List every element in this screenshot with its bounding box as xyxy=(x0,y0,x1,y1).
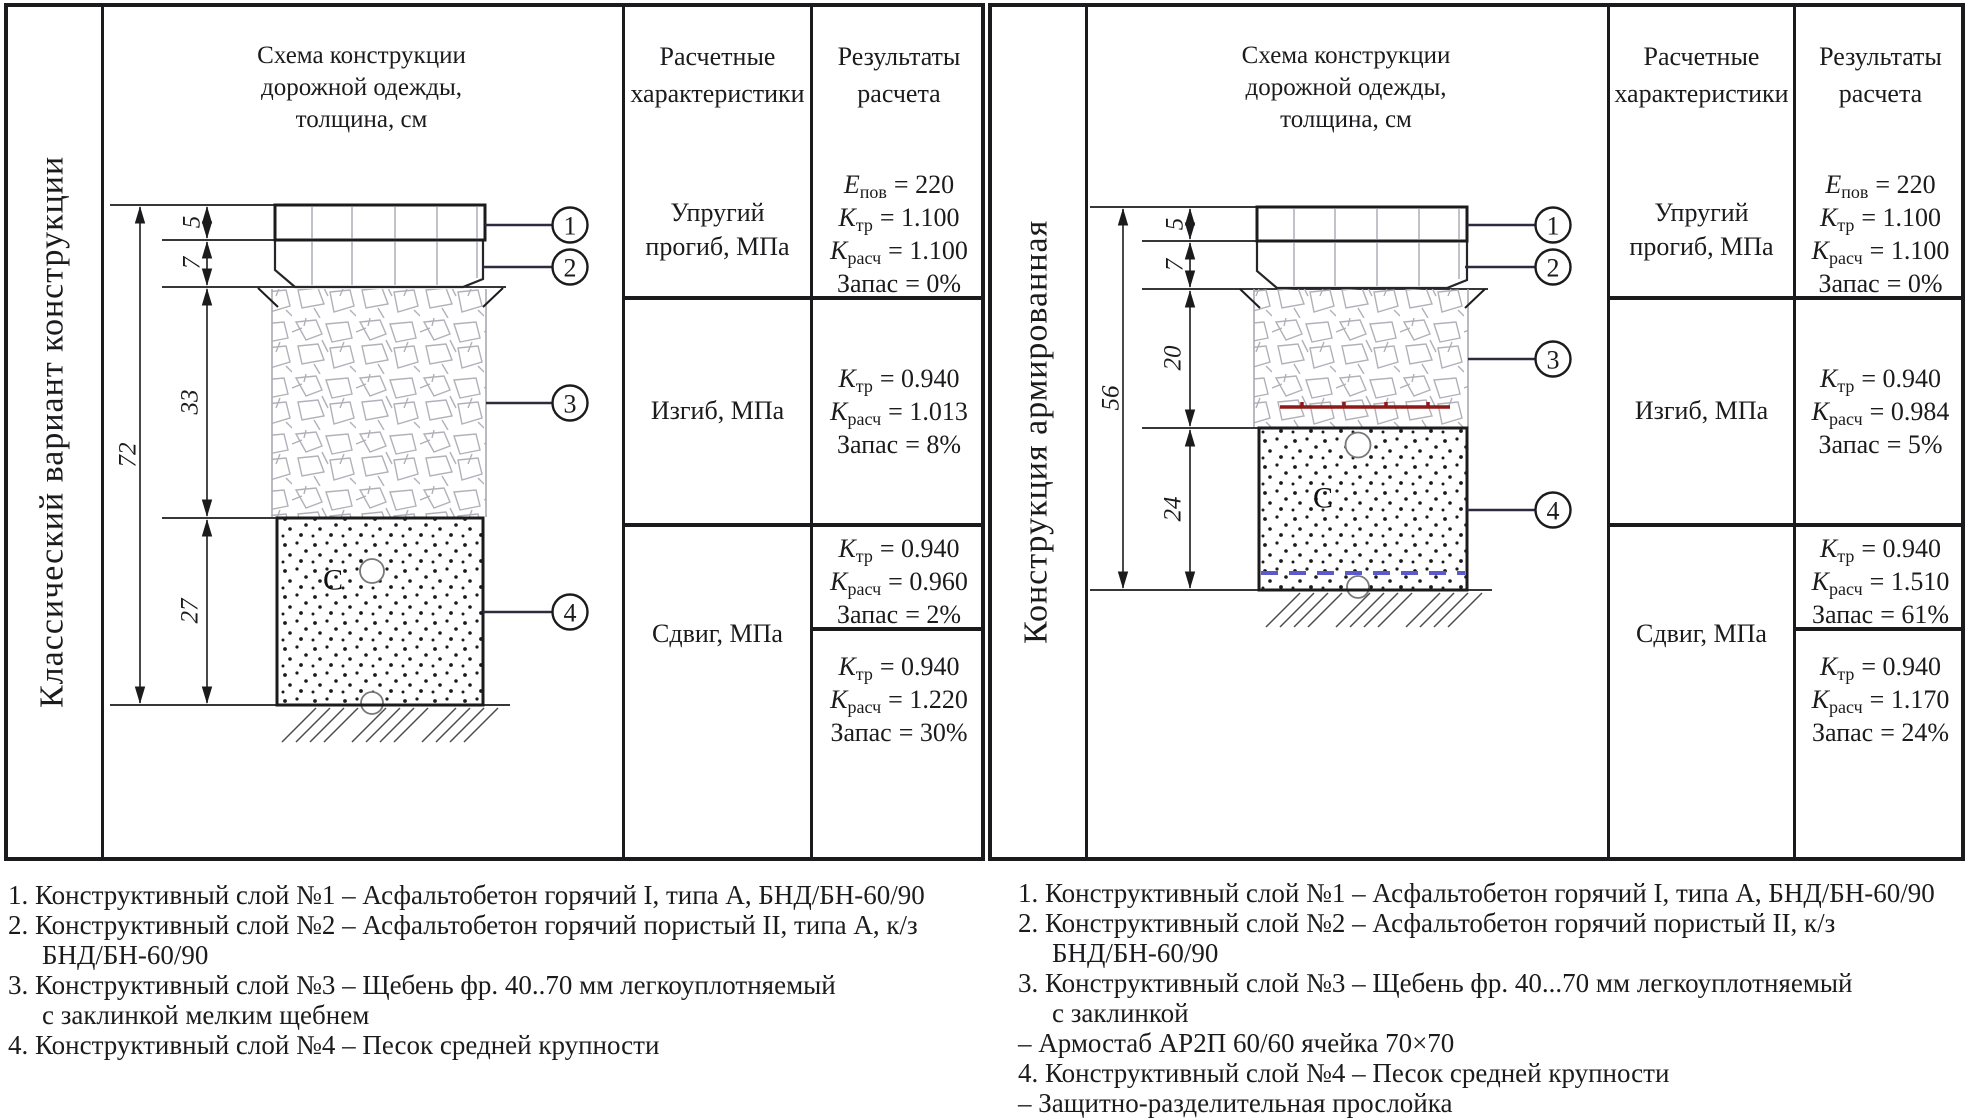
schema-header-line: дорожной одежды, xyxy=(260,74,462,101)
dimension-total-label: 72 xyxy=(114,442,142,468)
formula-value: = 61% xyxy=(1880,600,1950,629)
schema-column-header xyxy=(1085,40,1607,136)
formula-subscript: расч xyxy=(1829,409,1863,429)
label-line: прогиб, МПа xyxy=(1629,232,1774,261)
legend-line: 1. Конструктивный слой №1 – Асфальтобетон горячий I, типа А, БНД/БН-60/90 xyxy=(1018,878,1935,908)
formula-symbol: E xyxy=(1825,170,1842,199)
formula-subscript: тр xyxy=(855,546,873,566)
label-line: Сдвиг, МПа xyxy=(652,619,783,648)
formula-subscript: расч xyxy=(847,409,882,429)
formula-line xyxy=(813,716,985,749)
row-divider xyxy=(622,523,985,527)
formula-line xyxy=(813,267,985,300)
formula-symbol: K xyxy=(1811,236,1829,265)
row-divider xyxy=(1607,523,1965,527)
formula-symbol: K xyxy=(830,567,848,596)
callout-3 xyxy=(553,386,588,421)
formula-value: = 0.940 xyxy=(879,652,960,681)
formula-symbol: K xyxy=(1819,534,1838,563)
label-line: Упругий xyxy=(670,198,765,227)
legend-line: 2. Конструктивный слой №2 – Асфальтобетон горячий пористый II, типа А, к/з xyxy=(8,910,918,940)
schema-header-line: толщина, см xyxy=(1280,106,1412,133)
results-shear-b xyxy=(813,650,985,749)
characteristics-column-header xyxy=(1610,38,1793,112)
callout-leaders xyxy=(1465,225,1535,510)
formula-subscript: пов xyxy=(1841,182,1869,202)
formula-line xyxy=(1796,428,1965,461)
legend-line: 3. Конструктивный слой №3 – Щебень фр. 40..70 мм легкоуплотняемый xyxy=(8,970,836,1000)
formula-subscript: расч xyxy=(1829,248,1863,268)
label-line: Сдвиг, МПа xyxy=(1636,619,1767,648)
formula-line xyxy=(1796,716,1965,749)
formula-symbol: K xyxy=(1811,685,1829,714)
formula-symbol: K xyxy=(838,534,856,563)
formula-value: = 220 xyxy=(1875,170,1936,199)
formula-symbol: K xyxy=(830,236,848,265)
formula-value: = 1.170 xyxy=(1869,685,1950,714)
formula-symbol: K xyxy=(1811,397,1829,426)
formula-symbol: K xyxy=(838,652,856,681)
callout-2 xyxy=(553,250,588,285)
formula-line xyxy=(813,532,985,565)
formula-symbol: K xyxy=(830,685,848,714)
formula-line xyxy=(1796,598,1965,631)
formula-subscript: расч xyxy=(847,248,882,268)
dimension-label: 33 xyxy=(176,389,204,415)
formula-value: = 220 xyxy=(893,170,955,199)
header-line: расчета xyxy=(1838,79,1923,108)
formula-line xyxy=(813,395,985,428)
formula-symbol: Запас xyxy=(1818,269,1880,298)
formula-line xyxy=(1796,650,1965,683)
layer-1-asphalt xyxy=(1257,207,1467,241)
formula-value: = 1.220 xyxy=(888,685,968,714)
formula-symbol: Запас xyxy=(836,430,899,459)
schema-header-line: дорожной одежды, xyxy=(1245,74,1447,101)
formula-symbol: K xyxy=(1819,203,1838,232)
formula-line xyxy=(1796,532,1965,565)
formula-value: = 1.510 xyxy=(1869,567,1950,596)
formula-symbol: E xyxy=(843,170,860,199)
dimension-label: 24 xyxy=(1159,496,1187,522)
formula-subscript: тр xyxy=(855,376,873,396)
formula-subscript: расч xyxy=(1829,697,1863,717)
legend-line: БНД/БН-60/90 xyxy=(1052,938,1219,968)
schema-header-line: Схема конструкции xyxy=(1241,42,1451,69)
header-line: характеристики xyxy=(630,79,805,108)
formula-symbol: K xyxy=(830,397,848,426)
formula-line xyxy=(813,650,985,683)
formula-subscript: пов xyxy=(859,182,887,202)
label-line: прогиб, МПа xyxy=(645,232,790,261)
formula-line xyxy=(1796,683,1965,716)
schema-column-header xyxy=(101,40,622,136)
callout-number: 4 xyxy=(1546,496,1560,526)
formula-symbol: K xyxy=(1811,567,1829,596)
dimension-label: 7 xyxy=(178,256,206,270)
formula-value: = 1.100 xyxy=(879,203,960,232)
legend-line: – Защитно-разделительная прослойка xyxy=(1018,1088,1453,1118)
formula-subscript: тр xyxy=(1837,546,1855,566)
schema-header-line: толщина, см xyxy=(295,106,428,133)
schema-header-line: Схема конструкции xyxy=(257,42,466,69)
results-column-header xyxy=(1796,38,1965,112)
legend-line: 4. Конструктивный слой №4 – Песок средней крупности xyxy=(1018,1058,1670,1088)
formula-line xyxy=(813,201,985,234)
formula-value: = 0.984 xyxy=(1869,397,1950,426)
formula-line xyxy=(813,683,985,716)
panel-title-classic: Классический вариант конструкции xyxy=(33,155,71,709)
sand-symbol-circle xyxy=(360,559,384,583)
legend-line: БНД/БН-60/90 xyxy=(42,940,209,970)
formula-line xyxy=(1796,168,1965,201)
header-line: Результаты xyxy=(1819,42,1942,71)
layer-1-asphalt xyxy=(275,205,485,240)
formula-subscript: тр xyxy=(855,664,873,684)
formula-line xyxy=(813,428,985,461)
legend-reinforced xyxy=(1018,878,1958,1118)
sand-symbol-circle xyxy=(1346,433,1371,458)
formula-subscript: расч xyxy=(847,697,882,717)
pavement-diagram-classic xyxy=(100,150,660,770)
formula-subscript: тр xyxy=(1837,215,1855,235)
header-line: Расчетные xyxy=(1643,42,1760,71)
callout-4 xyxy=(553,595,588,630)
formula-line xyxy=(1796,395,1965,428)
legend-line: с заклинкой мелким щебнем xyxy=(42,1000,370,1030)
dimension-label: 20 xyxy=(1159,345,1187,371)
formula-value: = 0% xyxy=(1886,269,1943,298)
formula-value: = 1.100 xyxy=(1869,236,1950,265)
dimension-label: 7 xyxy=(1161,258,1189,272)
results-bending xyxy=(813,362,985,461)
results-deflection xyxy=(1796,168,1965,300)
header-line: характеристики xyxy=(1614,79,1789,108)
formula-subscript: тр xyxy=(1837,664,1855,684)
formula-line xyxy=(1796,362,1965,395)
formula-symbol: K xyxy=(1819,364,1838,393)
formula-line xyxy=(1796,234,1965,267)
formula-symbol: Запас xyxy=(830,718,892,747)
legend-line: 1. Конструктивный слой №1 – Асфальтобетон горячий I, типа А, БНД/БН-60/90 xyxy=(8,880,925,910)
layer-3-crushed-stone xyxy=(272,289,486,517)
formula-line xyxy=(813,234,985,267)
formula-subscript: расч xyxy=(847,579,882,599)
formula-line xyxy=(813,565,985,598)
formula-value: = 5% xyxy=(1886,430,1943,459)
formula-value: = 1.100 xyxy=(1861,203,1942,232)
formula-value: = 1.013 xyxy=(888,397,968,426)
formula-value: = 24% xyxy=(1880,718,1950,747)
label-line: Упругий xyxy=(1654,198,1749,227)
sand-symbol-circle xyxy=(1347,576,1369,598)
label-line: Изгиб, МПа xyxy=(650,396,785,425)
formula-line xyxy=(813,168,985,201)
header-line: Расчетные xyxy=(659,42,776,71)
callout-number: 3 xyxy=(563,389,577,419)
characteristics-column-header xyxy=(625,38,810,112)
callout-2 xyxy=(1536,250,1571,285)
callout-number: 1 xyxy=(1546,211,1560,241)
dimension-label: 27 xyxy=(176,598,204,624)
formula-value: = 1.100 xyxy=(888,236,968,265)
callout-number: 3 xyxy=(1546,345,1560,375)
formula-symbol: K xyxy=(838,364,856,393)
callout-1 xyxy=(1536,208,1571,243)
legend-line: 4. Конструктивный слой №4 – Песок средней крупности xyxy=(8,1030,660,1060)
sand-mark: C xyxy=(1312,481,1334,515)
formula-symbol: K xyxy=(838,203,856,232)
legend-line: 3. Конструктивный слой №3 – Щебень фр. 40...70 мм легкоуплотняемый xyxy=(1018,968,1853,998)
dimension-label: 5 xyxy=(178,215,206,229)
formula-value: = 0.940 xyxy=(1861,534,1942,563)
formula-value: = 0.960 xyxy=(888,567,968,596)
legend-classic xyxy=(8,880,978,1060)
results-shear-b xyxy=(1796,650,1965,749)
formula-line xyxy=(1796,267,1965,300)
formula-symbol: K xyxy=(1819,652,1838,681)
callout-4 xyxy=(1536,493,1571,528)
callout-number: 1 xyxy=(563,211,577,241)
formula-value: = 0.940 xyxy=(1861,364,1942,393)
callout-number: 2 xyxy=(563,253,577,283)
legend-line: – Армостаб АР2П 60/60 ячейка 70×70 xyxy=(1018,1028,1455,1058)
formula-value: = 8% xyxy=(905,430,962,459)
sand-symbol-circle xyxy=(361,692,383,714)
formula-symbol: Запас xyxy=(1811,600,1874,629)
formula-value: = 0% xyxy=(905,269,962,298)
results-shear-a xyxy=(1796,532,1965,631)
formula-subscript: расч xyxy=(1829,579,1863,599)
formula-value: = 0.940 xyxy=(1861,652,1942,681)
results-shear-a xyxy=(813,532,985,631)
results-column-header xyxy=(813,38,985,112)
formula-symbol: Запас xyxy=(1818,430,1880,459)
results-bending xyxy=(1796,362,1965,461)
header-line: Результаты xyxy=(837,42,961,71)
subgrade-hatching xyxy=(1266,593,1482,627)
formula-line xyxy=(1796,565,1965,598)
header-line: расчета xyxy=(857,79,941,108)
legend-line: 2. Конструктивный слой №2 – Асфальтобетон горячий пористый II, к/з xyxy=(1018,908,1836,938)
sand-mark: C xyxy=(322,563,344,597)
label-line: Изгиб, МПа xyxy=(1634,396,1769,425)
formula-subscript: тр xyxy=(855,215,873,235)
formula-subscript: тр xyxy=(1837,376,1855,396)
formula-line xyxy=(813,598,985,631)
layer-4-sand xyxy=(277,518,483,705)
layer-2-asphalt xyxy=(1257,241,1467,288)
formula-value: = 2% xyxy=(905,600,962,629)
formula-line xyxy=(813,362,985,395)
callout-number: 4 xyxy=(563,598,577,628)
dimension-lines xyxy=(140,207,207,703)
formula-symbol: Запас xyxy=(1811,718,1874,747)
callout-1 xyxy=(553,208,588,243)
results-deflection xyxy=(813,168,985,300)
subgrade-hatching xyxy=(282,708,498,742)
formula-symbol: Запас xyxy=(836,269,899,298)
formula-value: = 0.940 xyxy=(879,364,960,393)
callout-leaders xyxy=(483,225,552,612)
legend-line: с заклинкой xyxy=(1052,998,1189,1028)
formula-line xyxy=(1796,201,1965,234)
dimension-total-label: 56 xyxy=(1097,385,1125,411)
callout-number: 2 xyxy=(1546,253,1560,283)
dimension-label: 5 xyxy=(1161,217,1189,231)
formula-symbol: Запас xyxy=(836,600,899,629)
panel-title-reinforced: Конструкция армированная xyxy=(1017,219,1055,645)
pavement-diagram-reinforced xyxy=(1080,150,1640,790)
formula-value: = 30% xyxy=(898,718,968,747)
callout-3 xyxy=(1536,342,1571,377)
layer-2-asphalt xyxy=(275,240,483,287)
formula-value: = 0.940 xyxy=(879,534,960,563)
